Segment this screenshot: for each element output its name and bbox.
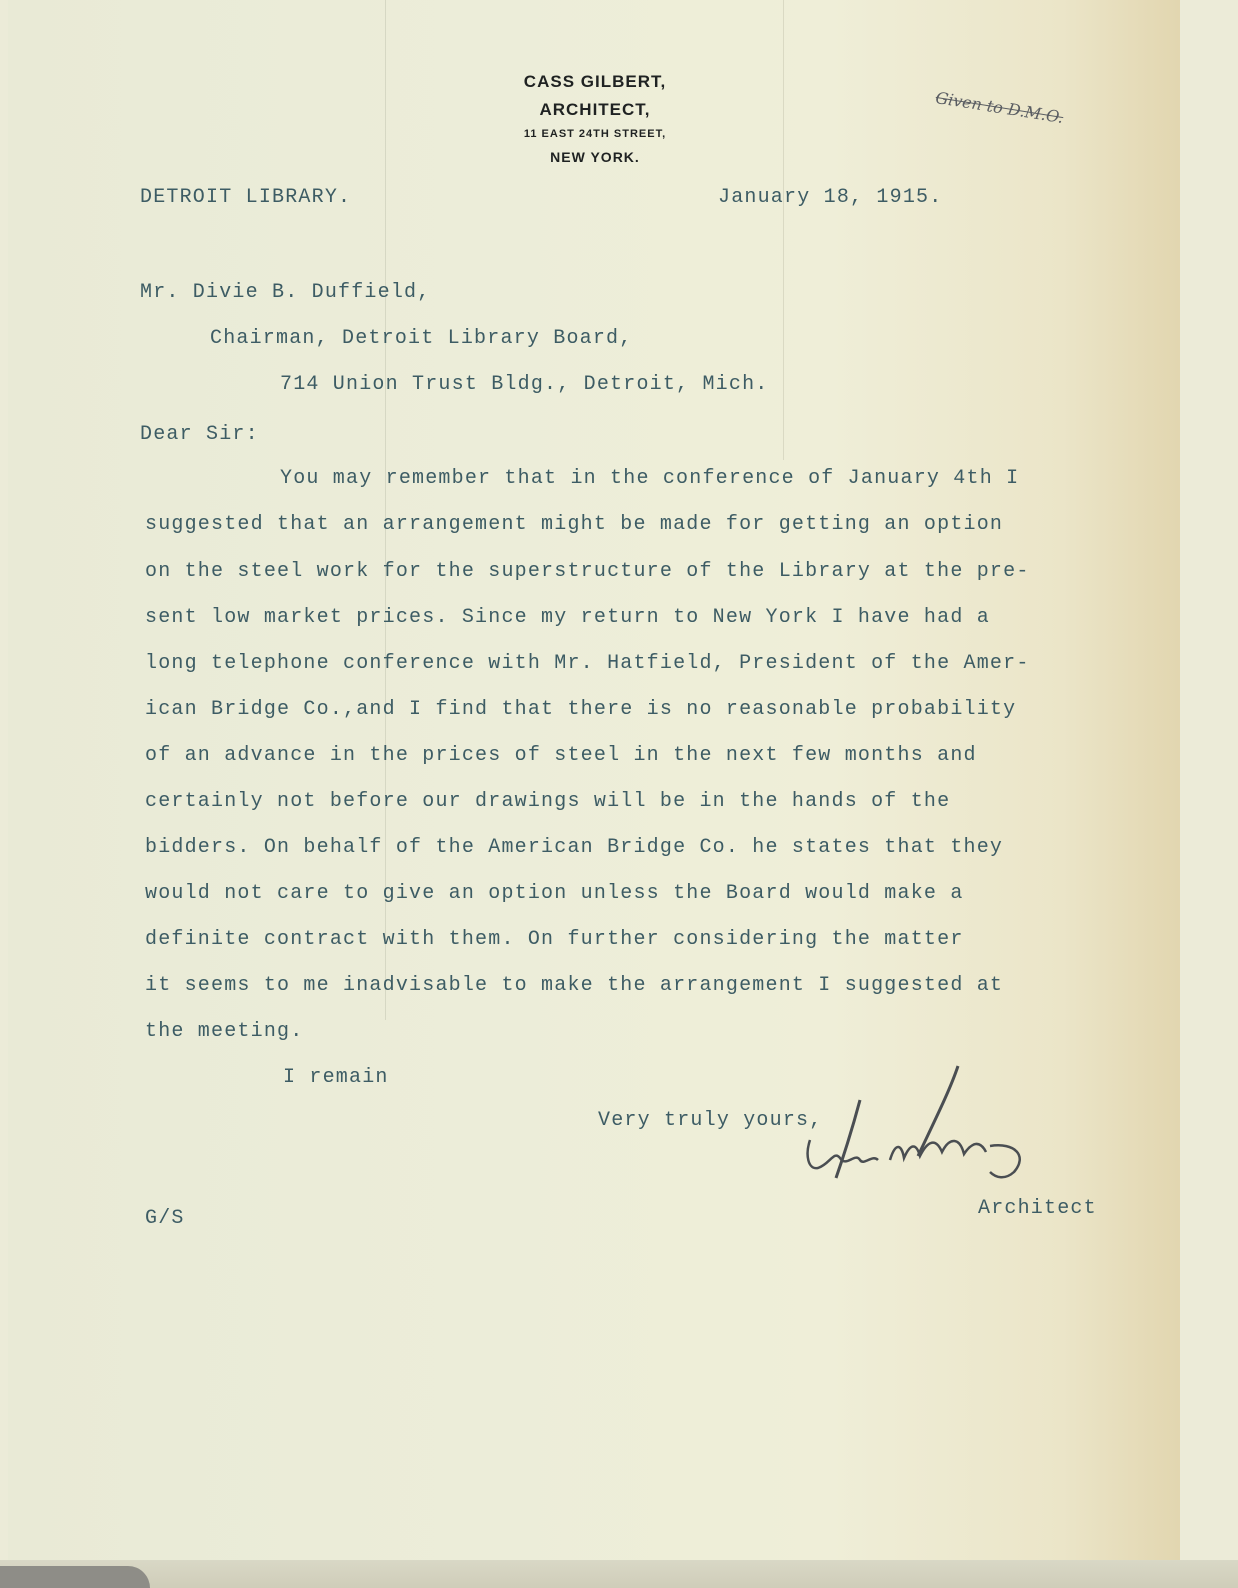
body-line: You may remember that in the conference of January 4th I [280,467,1020,490]
closing-remain: I remain [283,1066,389,1089]
letter-date: January 18, 1915. [718,186,943,209]
signer-title: Architect [978,1197,1097,1220]
handwritten-annotation: Given to D.M.O. [934,88,1065,127]
letterhead-address: 11 EAST 24TH STREET, [523,128,667,140]
valediction: Very truly yours, [598,1109,823,1132]
scan-background [0,1560,1238,1588]
recipient-name: Mr. Divie B. Duffield, [140,281,431,304]
body-line: would not care to give an option unless the Board would make a [145,882,964,905]
signature [800,1060,1050,1200]
body-line: bidders. On behalf of the American Bridge Co. he states that they [145,836,1004,859]
body-line: it seems to me inadvisable to make the arrangement I suggested at [145,974,1004,997]
recipient-title: Chairman, Detroit Library Board, [210,327,633,350]
body-line: of an advance in the prices of steel in the next few months and [145,744,977,767]
letterhead-name: CASS GILBERT, [523,72,667,91]
body-line: suggested that an arrangement might be made for getting an option [145,513,1004,536]
recipient-address: 714 Union Trust Bldg., Detroit, Mich. [280,373,769,396]
letter-paper [8,0,1180,1570]
body-line: the meeting. [145,1020,304,1043]
body-line: definite contract with them. On further considering the matter [145,928,964,951]
fold-line [783,0,784,460]
fold-line [385,0,386,1020]
body-line: ican Bridge Co.,and I find that there is no reasonable probability [145,698,1017,721]
body-line: long telephone conference with Mr. Hatfield, President of the Amer- [145,652,1030,675]
salutation: Dear Sir: [140,423,259,446]
body-line: certainly not before our drawings will be in the hands of the [145,790,951,813]
body-line: on the steel work for the superstructure of the Library at the pre- [145,560,1030,583]
project-title: DETROIT LIBRARY. [140,186,352,209]
letterhead-title: ARCHITECT, [539,100,651,119]
typist-initials: G/S [145,1207,185,1230]
letterhead-city: NEW YORK. [550,149,640,165]
body-line: sent low market prices. Since my return to New York I have had a [145,606,990,629]
